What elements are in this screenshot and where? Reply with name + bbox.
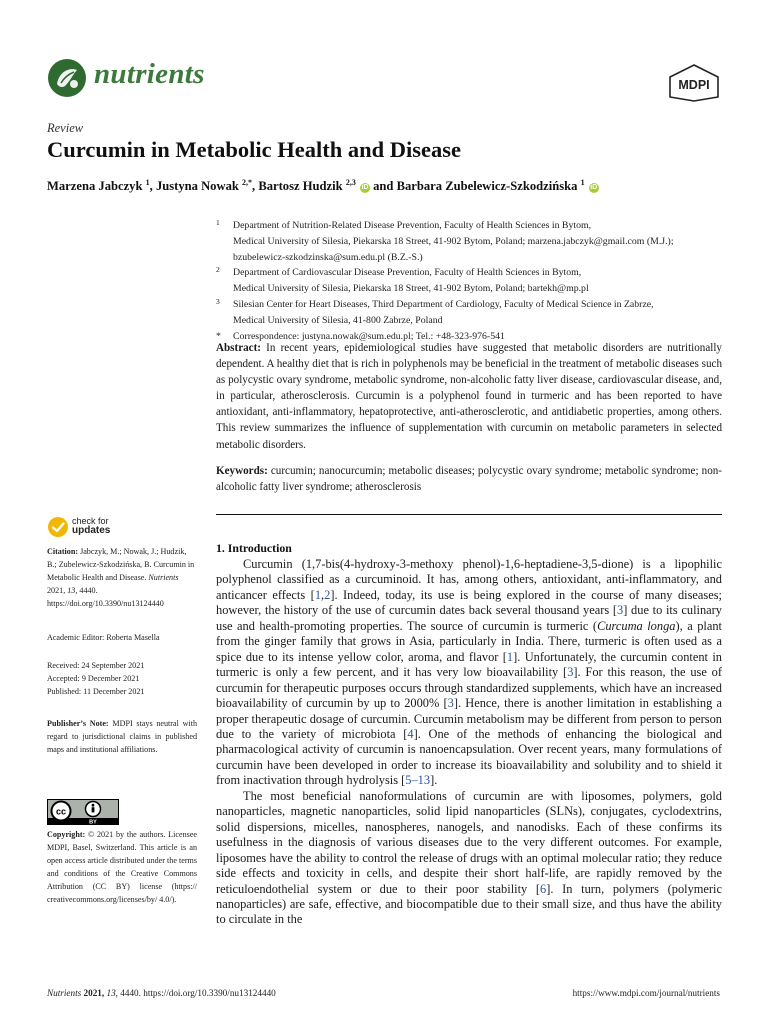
check-for-updates-button[interactable] [47,515,127,541]
citation [47,546,197,611]
author-name[interactable]: Marzena Jabczyk [47,179,143,194]
nutrients-logo-icon [47,58,87,98]
text-run: ), a plant from the ginger family that grows in Asia, particularly in India. There, turmeric is often used as a spice due to its intense yellow color, aroma, and flavor [ [216,618,722,664]
footer-citation [47,988,276,998]
text-run: ]. Unfortunately, the curcumin content in turmeric is only a few percent, and it has very low bioavailability [ [216,649,722,680]
article-title: Curcumin in Metabolic Health and Disease [47,137,461,162]
check-updates-icon [47,515,69,539]
citation-ref-link[interactable]: 4 [407,726,414,741]
affiliation-number: 3 [216,296,220,306]
footer-journal-url[interactable]: https://www.mdpi.com/journal/nutrients [572,988,720,998]
citation-ref-link[interactable]: 6 [540,881,547,896]
publisher-name: MDPI [678,78,710,92]
cc-by-text: BY [89,819,97,825]
citation-label: Citation: [47,547,79,556]
abstract [216,340,722,453]
author-affiliation-sup: 1 [145,178,150,187]
text-run: , [321,587,325,602]
copyright-text: © 2021 by the authors. Licensee MDPI, Basel, Switzerland. This article is an open access article distributed under the terms and conditions of the Creative Commons Attribution (CC BY) license (https:// creativecommons.org/licenses/by/ 4.0/). [47,830,197,904]
orcid-icon[interactable]: iD [361,184,369,192]
footer-doi[interactable]: 4440. https://doi.org/10.3390/nu13124440 [120,988,276,998]
section-divider [216,514,722,515]
author-affiliation-sup: 1 [580,178,585,187]
citation-ref-link[interactable]: 5–13 [405,773,431,788]
copyright [47,829,197,906]
affiliation-line: Medical University of Silesia, 41-800 Zabrze, Poland [233,314,443,326]
check-updates-top: check for [72,516,109,526]
text-run: ]. Indeed, today, its use is being explored in the course of many diseases; however, the history of the use of curcumin dates back several thousand years [ [216,587,722,618]
text-run: Curcumin (1,7-bis(4-hydroxy-3-methoxy phenol)-1,6-heptadiene-3,5-dione) is a lipophilic polyphenol classified as a curcuminoid. It has, among others, antioxidant, anti-inflammatory, and anticancer effects [ [216,557,722,602]
citation-year: 2021, [47,585,66,595]
citation-volume: 13, [67,585,78,595]
abstract-text: In recent years, epidemiological studies have suggested that metabolic disorders are nutritionally dependent. A healthy diet that is rich in polyphenols may be beneficial in the treatment of metabolic diseases such as polycystic ovary syndrome, metabolic syndrome, non-alcoholic fatty liver disease, cardiovascular disease, and, in particular, atherosclerosis. Curcumin is a polyphenol found in turmeric and has been reported to have antioxidant, anti-inflammatory, hepatoprotective, anti-atherosclerotic, and antidiabetic properties, among others. This review summarizes the influence of supplementation with curcumin on metabolic parameters in selected metabolic disorders. [216,342,722,451]
svg-text:cc: cc [55,806,67,817]
citation-journal: Nutrients [148,572,179,582]
cc-by-license-icon[interactable] [47,799,119,825]
text-run: The most beneficial nanoformulations of curcumin are with liposomes, polymers, gold nanoparticles, magnetic nanoparticles, solid lipid nanoparticles (SLNs), conjugates, cyclodextrins, solid dispersions, micelles, nanospheres, nanogels, and nanodisks. Each of these confirms its usefulness in the diagnosis of various diseases due to the very different outcomes. For example, liposomes have the ability to control the release of drugs with an optimal molecular ratio; they reduce side effects and toxicity in cells, and despite their short half-life, are rapidly removed by the reticuloendothelial system or due to their poor stability [ [216,788,722,896]
author-list [47,178,599,194]
citation-ref-link[interactable]: 1 [506,649,514,664]
affiliation-line: Department of Nutrition-Related Disease Prevention, Faculty of Health Sciences in Bytom, [233,220,592,231]
correspondence-marker: * [216,330,221,342]
footer-volume: 13, [106,988,118,998]
citation-ref-link[interactable]: 1 [314,587,322,602]
affiliation-line: bzubelewicz-szkodzinska@sum.edu.pl (B.Z.-S.) [233,251,423,263]
author-separator: , [149,179,156,194]
author-affiliation-sup: 2,3 [345,178,356,187]
author-and: and [369,179,397,194]
citation-ref-link[interactable]: 3 [617,603,624,618]
publisher-note-text: MDPI stays neutral with regard to jurisdictional claims in published maps and institutional affiliations. [47,719,198,754]
abstract-label: Abstract: [216,342,261,354]
check-updates-label [72,516,110,536]
article-type: Review [47,121,84,135]
affiliation-number: 2 [216,265,220,275]
correspondence-line[interactable]: Correspondence: justyna.nowak@sum.edu.pl; Tel.: +48-323-976-541 [233,330,505,342]
orcid-icon[interactable]: iD [590,184,598,192]
mdpi-logo-icon [668,64,720,102]
keywords-label: Keywords: [216,465,268,477]
author-name[interactable]: Bartosz Hudzik [258,179,343,194]
affiliation-number: 1 [216,218,220,227]
author-affiliation-sup: 2,* [242,178,253,187]
section-heading: 1. Introduction [216,541,292,555]
citation-text: Jabczyk, M.; Nowak, J.; Hudzik, B.; Zubelewicz-Szkodzińska, B. Curcumin in Metabolic Health and Disease. [47,547,195,582]
paragraph [216,789,722,928]
affiliation-line: Silesian Center for Heart Diseases, Third Department of Cardiology, Faculty of Medical Science in Zabrze, [233,298,654,310]
author-separator: , [252,179,259,194]
accepted-date: Accepted: 9 December 2021 [47,673,140,683]
academic-editor: Academic Editor: Roberta Masella [47,633,160,642]
publisher-note-label: Publisher’s Note: [47,719,109,728]
copyright-label: Copyright: [47,830,86,839]
publisher-note [47,718,197,757]
text-run: ]. For this reason, the use of curcumin for therapeutic purposes occurs through standardized supplements, which have an increased bioavailability of curcumin by up to 2000% [ [216,665,722,711]
affiliation-line: Medical University of Silesia, Piekarska 18 Street, 41-902 Bytom, Poland; marzena.jabczyk@gmail.com (M.J.); [233,235,674,247]
affiliation-item [216,297,726,329]
affiliation-item [216,265,726,297]
citation-ref-link[interactable]: 2 [324,587,331,602]
citation-ref-link[interactable]: 3 [567,665,574,680]
italic-text: Curcuma longa [597,618,676,633]
footer-year: 2021, [83,988,105,998]
affiliation-item [216,218,726,265]
affiliation-line: Medical University of Silesia, Piekarska 18 Street, 41-902 Bytom, Poland; bartekh@mp.pl [233,283,589,295]
paragraph [216,557,722,789]
keywords [216,463,722,495]
published-date: Published: 11 December 2021 [47,686,145,696]
text-run: ] due to its culinary use and health-promoting properties. The source of curcumin is turmeric ( [216,603,722,633]
citation-doi[interactable]: 4440. https://doi.org/10.3390/nu13124440 [47,585,164,608]
text-run: ]. One of the methods of enhancing the biological and pharmacological activity of curcumin is nanoencapsulation. Over recent years, many formulations of curcumin have been developed in order to increase its bioavailability and solubility and to shield it from inactivation through hydrolysis [ [216,726,723,788]
author-name[interactable]: Barbara Zubelewicz-Szkodzińska [396,179,578,194]
footer-journal: Nutrients [47,988,82,998]
text-run: ]. In turn, polymers (polymeric nanoparticles) are safe, effective, and biocompatible due to their small size, and thus have the ability to circulate in the [216,881,723,927]
journal-name: nutrients [94,58,205,90]
affiliations [216,218,726,344]
text-run: ]. Hence, there is another limitation in establishing a proper therapeutic dosage of curcumin. Curcumin metabolism may be different from person to person due to the variety of microbiota [ [216,696,722,741]
text-run: ]. [430,773,438,788]
body-text [216,557,722,928]
received-date: Received: 24 September 2021 [47,661,145,670]
check-updates-bottom: updates [72,525,111,536]
keywords-text: curcumin; nanocurcumin; metabolic diseases; polycystic ovary syndrome; metabolic syndrome; non-alcoholic fatty liver syndrome; atherosclerosis [216,465,722,494]
citation-ref-link[interactable]: 3 [447,696,454,711]
publication-dates [47,660,197,699]
affiliation-line: Department of Cardiovascular Disease Prevention, Faculty of Health Sciences in Bytom, [233,267,582,279]
author-name[interactable]: Justyna Nowak [155,179,239,194]
